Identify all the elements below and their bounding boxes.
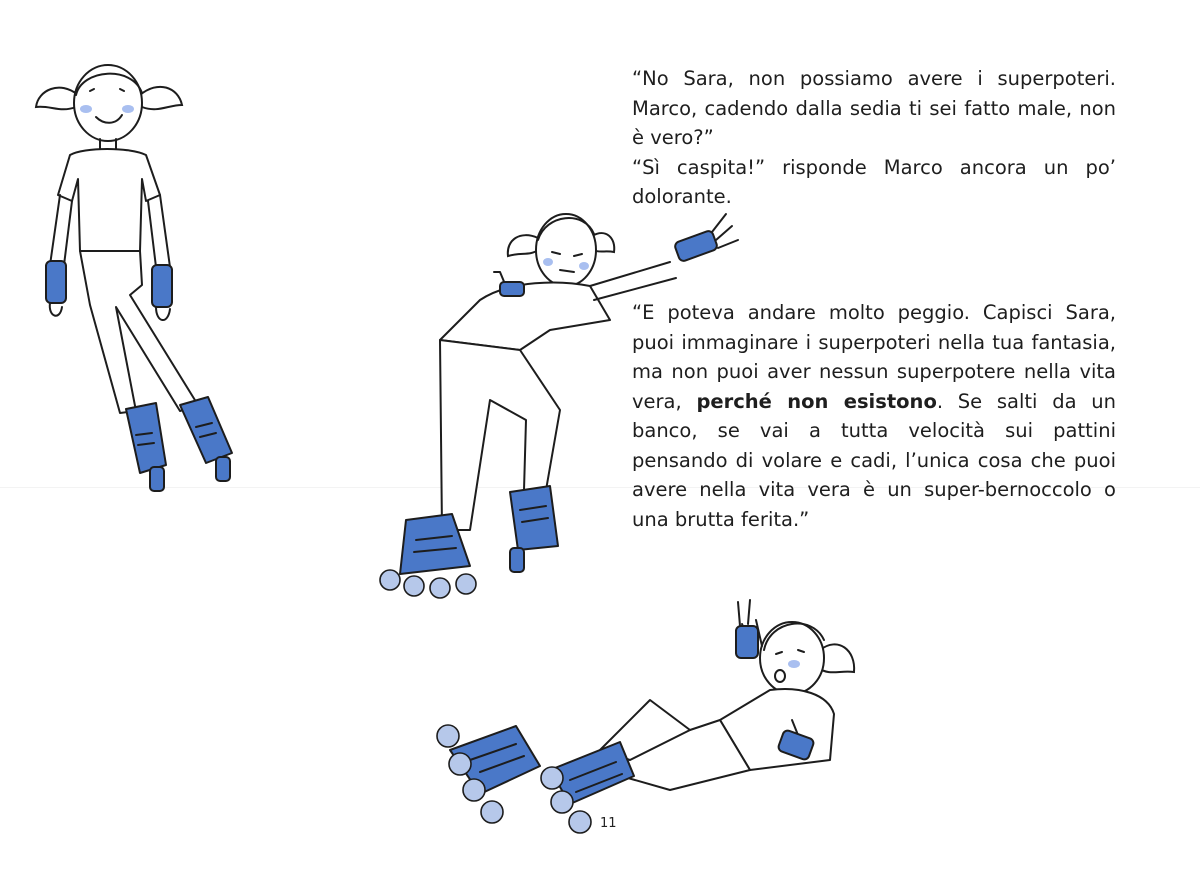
- dialogue-line-3: [632, 298, 1116, 534]
- page-number: 11: [600, 816, 617, 831]
- dialogue-emphasis: perché non esistono: [696, 389, 937, 413]
- dialogue-block-2: [632, 298, 1116, 534]
- dialogue-text-after: . Se salti da un banco, se vai a tutta velocità sui pattini pensando di volare e cadi, l’unica cosa che puoi avere nella vita vera è un super-bernoccolo o una brutta ferita.”: [632, 389, 1116, 531]
- girl-skating-standing-illustration: [20, 55, 260, 505]
- dialogue-line-2: “Sì caspita!” risponde Marco ancora un po’ dolorante.: [632, 155, 1116, 208]
- girl-fallen-on-skates-illustration: [420, 590, 870, 850]
- dialogue-text-before: “E poteva andare molto peggio. Capisci Sara, puoi immaginare i superpoteri nella tua fantasia, ma non puoi aver nessun superpotere nella vita vera,: [632, 301, 1116, 413]
- dialogue-block-1: [632, 64, 1116, 212]
- dialogue-line-1: “No Sara, non possiamo avere i superpoteri. Marco, cadendo dalla sedia ti sei fatto male, non è vero?”: [632, 67, 1116, 149]
